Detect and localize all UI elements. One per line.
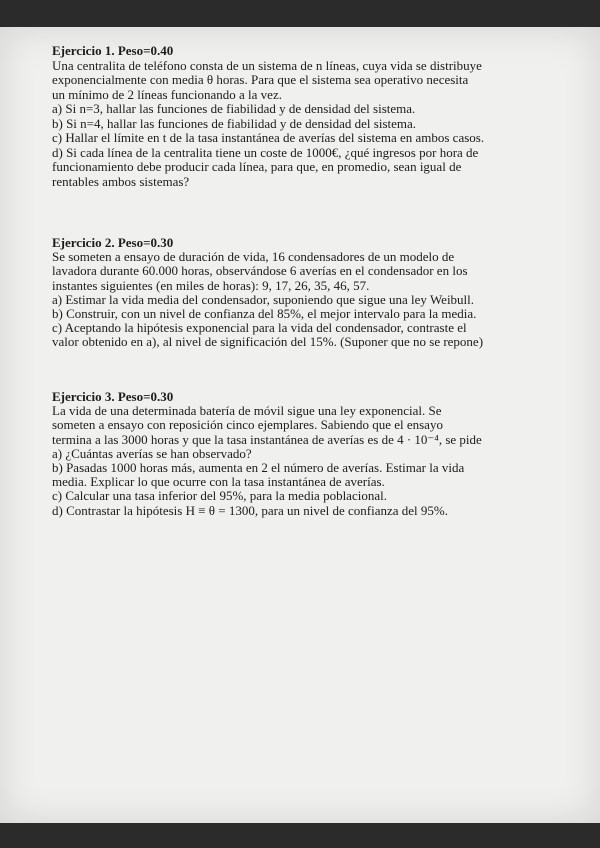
exercise-2-line: Se someten a ensayo de duración de vida, 16 condensadores de un modelo de (52, 250, 455, 265)
exercise-2 (52, 236, 552, 350)
document-page (0, 27, 600, 823)
exercise-1-title: Ejercicio 1. Peso=0.40 (52, 44, 174, 58)
exercise-3-part-b: b) Pasadas 1000 horas más, aumenta en 2 el número de averías. Estimar la vida (52, 461, 465, 476)
exercise-2-part-b: b) Construir, con un nivel de confianza del 85%, el mejor intervalo para la media. (52, 307, 477, 322)
exercise-3-part-c: c) Calcular una tasa inferior del 95%, para la media poblacional. (52, 489, 387, 504)
exercise-2-part-c: c) Aceptando la hipótesis exponencial para la vida del condensador, contraste el (52, 321, 467, 336)
exercise-1-part-c: c) Hallar el límite en t de la tasa instantánea de averías del sistema en ambos casos. (52, 131, 485, 145)
exercise-3-line: media. Explicar lo que ocurre con la tasa instantánea de averías. (52, 475, 385, 490)
exercise-3-title: Ejercicio 3. Peso=0.30 (52, 390, 174, 404)
exercise-1-line: funcionamiento debe producir cada línea, para que, en promedio, sean igual de (52, 160, 462, 174)
exercise-3-line: La vida de una determinada batería de móvil sigue una ley exponencial. Se (52, 404, 442, 419)
exercise-2-part-a: a) Estimar la vida media del condensador, suponiendo que sigue una ley Weibull. (52, 292, 475, 307)
exercise-2-line: valor obtenido en a), al nivel de significación del 15%. (Suponer que no se repone) (52, 335, 484, 350)
exercise-3 (52, 390, 552, 518)
exercise-1-part-b: b) Si n=4, hallar las funciones de fiabilidad y de densidad del sistema. (52, 116, 417, 131)
exercise-1-part-a: a) Si n=3, hallar las funciones de fiabilidad y de densidad del sistema. (52, 102, 416, 116)
exercise-2-title: Ejercicio 2. Peso=0.30 (52, 236, 174, 250)
exercise-3-line: termina a las 3000 horas y que la tasa instantánea de averías es de 4 · 10⁻⁴, se pide (52, 432, 482, 447)
exercise-1-line: rentables ambos sistemas? (52, 174, 190, 189)
exercise-1-line: Una centralita de teléfono consta de un sistema de n líneas, cuya vida se distribuye (52, 58, 482, 73)
exercise-3-line: someten a ensayo con reposición cinco ejemplares. Sabiendo que el ensayo (52, 418, 443, 433)
exercise-1-line: exponencialmente con media θ horas. Para que el sistema sea operativo necesita (52, 73, 469, 87)
exercise-1 (52, 44, 552, 189)
exercise-2-line: lavadora durante 60.000 horas, observándose 6 averías en el condensador en los (52, 264, 468, 279)
exercise-2-line: instantes siguientes (en miles de horas): 9, 17, 26, 35, 46, 57. (52, 278, 370, 293)
exercise-3-part-a: a) ¿Cuántas averías se han observado? (52, 446, 252, 461)
exercise-3-part-d: d) Contrastar la hipótesis H ≡ θ = 1300, para un nivel de confianza del 95%. (52, 503, 448, 518)
exercise-1-part-d: d) Si cada línea de la centralita tiene un coste de 1000€, ¿qué ingresos por hora de (52, 145, 479, 160)
exercise-1-line: un mínimo de 2 líneas funcionando a la vez. (52, 87, 282, 102)
